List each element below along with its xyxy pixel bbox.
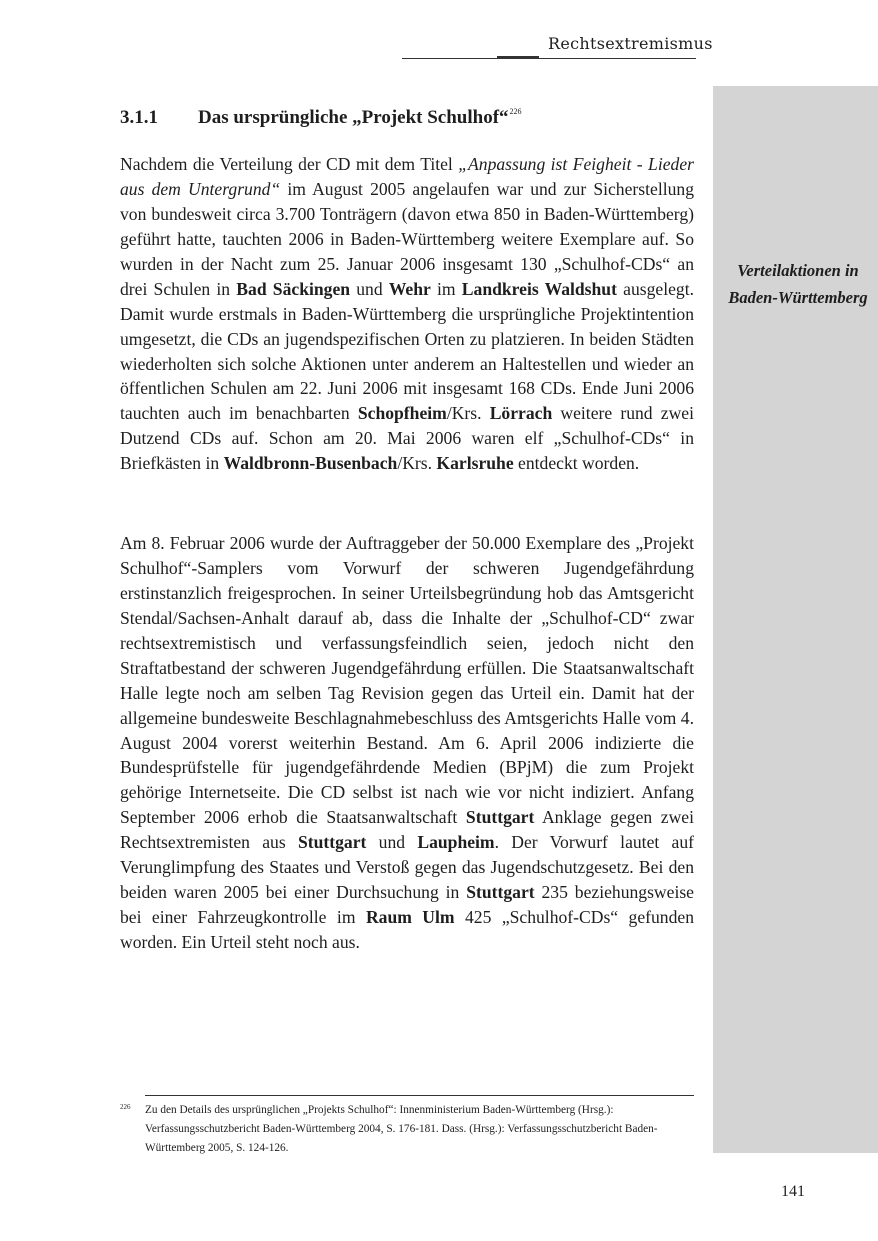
text-run: entdeckt worden. — [513, 453, 640, 474]
place-name: Stuttgart — [465, 807, 535, 828]
footnote-text: Zu den Details des ursprünglichen „Projekts Schulhof“: Innenministerium Baden-Württemberg (Hrsg.): Verfassungsschutzbericht Baden-Württemberg 2004, S. 176-181. Dass. (Hrsg.): Verfassungsschutzbericht Baden-Württemberg 2005, S. 124-126. — [145, 1104, 658, 1154]
text-run: und — [366, 832, 418, 853]
place-name: Lörrach — [489, 403, 553, 424]
header-rule — [402, 58, 696, 59]
text-run: . Der Vorwurf lautet auf Verunglimpfung des Staates und Verstoß gegen das Jugendschutzgesetz. Bei den beiden waren 2005 bei einer Durchsuchung in — [120, 832, 695, 903]
text-run: Nachdem die Verteilung der CD mit dem Titel — [120, 154, 459, 174]
margin-note: Verteilaktionen in Baden-Württemberg — [728, 261, 868, 307]
section-heading — [120, 107, 700, 129]
place-name: Karlsruhe — [436, 453, 514, 474]
page-number: 141 — [781, 1183, 805, 1200]
text-run: /Krs. — [397, 453, 437, 474]
footnote-number: 226 — [120, 1103, 131, 1111]
text-run: ausgelegt. Damit wurde erstmals in Baden-Württemberg die ursprüngliche Projektintention umgesetzt, die CDs an jugendspezifischen Orten zu platzieren. In beiden Städten wiederholten sich solche Aktionen unter anderem an Haltestellen und wieder an öffentlichen Schulen am 22. Juni 2006 mit insgesamt 168 CDs. Ende Juni 2006 tauchten auch im benachbarten — [120, 278, 694, 424]
place-name: Stuttgart — [297, 832, 367, 853]
place-name: Raum Ulm — [365, 907, 455, 928]
place-name: Schopfheim — [357, 403, 447, 424]
text-run: 425 „Schulhof-CDs“ gefunden worden. Ein Urteil steht noch aus. — [120, 907, 694, 952]
text-run: Am 8. Februar 2006 wurde der Auftraggeber der 50.000 Exemplare des „Projekt Schulhof“-Samplers vom Vorwurf der schweren Jugendgefährdung erstinstanzlich freigesprochen. In seiner Urteilsbegründung hob das Amtsgericht Stendal/Sachsen-Anhalt darauf ab, dass die Inhalte der „Schulhof-CD“ zwar rechtsextremistisch und verfassungsfeindlich seien, jedoch nicht den Straftatbestand der schweren Jugendgefährdung erfüllen. Die Staatsanwaltschaft Halle legte noch am selben Tag Revision gegen das Urteil ein. Damit hat der allgemeine bundesweite Beschlagnahmebeschluss des Amtsgerichts Halle vom 4. August 2004 vorerst weiterhin Bestand. Am 6. April 2006 indizierte die Bundesprüfstelle für jugendgefährdende Medien (BPjM) die zum Projekt gehörige Internetseite. Die CD selbst ist nach wie vor nicht indiziert. Anfang September 2006 erhob die Staatsanwaltschaft — [120, 533, 694, 828]
place-name: Landkreis Waldshut — [461, 278, 617, 299]
text-run: im August 2005 angelaufen war und zur Sicherstellung von bundesweit circa 3.700 Tonträgern (davon etwa 850 in Baden-Württemberg) geführt hatte, tauchten 2006 in Baden-Württemberg weitere Exemplare auf. So wurden in der Nacht zum 25. Januar 2006 insgesamt 130 „Schulhof-CDs“ an drei Schulen in — [120, 178, 694, 299]
margin-sidebar — [713, 86, 878, 1153]
section-number: 3.1.1 — [120, 107, 158, 128]
header-rule-accent — [497, 56, 539, 59]
paragraph-2 — [120, 531, 694, 955]
paragraph-1 — [120, 152, 694, 476]
text-run: /Krs. — [446, 403, 490, 424]
text-run: Anklage gegen zwei Rechtsextremisten aus — [120, 807, 694, 853]
place-name: Bad Säckingen — [236, 278, 351, 299]
place-name: Laupheim — [417, 832, 495, 853]
text-run: weitere rund zwei Dutzend CDs auf. Schon am 20. Mai 2006 waren elf „Schulhof-CDs“ in Briefkästen in — [120, 403, 694, 474]
place-name: Stuttgart — [466, 882, 535, 903]
running-header: Rechtsextremismus — [548, 34, 713, 53]
footnote-rule — [145, 1095, 694, 1096]
place-name: Waldbronn-Busenbach — [223, 453, 398, 474]
text-run: im — [430, 278, 462, 299]
footnote-reference: 226 — [509, 107, 522, 116]
text-run: 235 beziehungsweise bei einer Fahrzeugkontrolle im — [120, 882, 694, 928]
place-name: Wehr — [388, 278, 431, 299]
cd-title: „Anpassung ist Feigheit - Lieder aus dem Untergrund“ — [120, 154, 694, 199]
section-title: Das ursprüngliche „Projekt Schulhof“ — [198, 107, 509, 128]
text-run: und — [350, 278, 389, 299]
